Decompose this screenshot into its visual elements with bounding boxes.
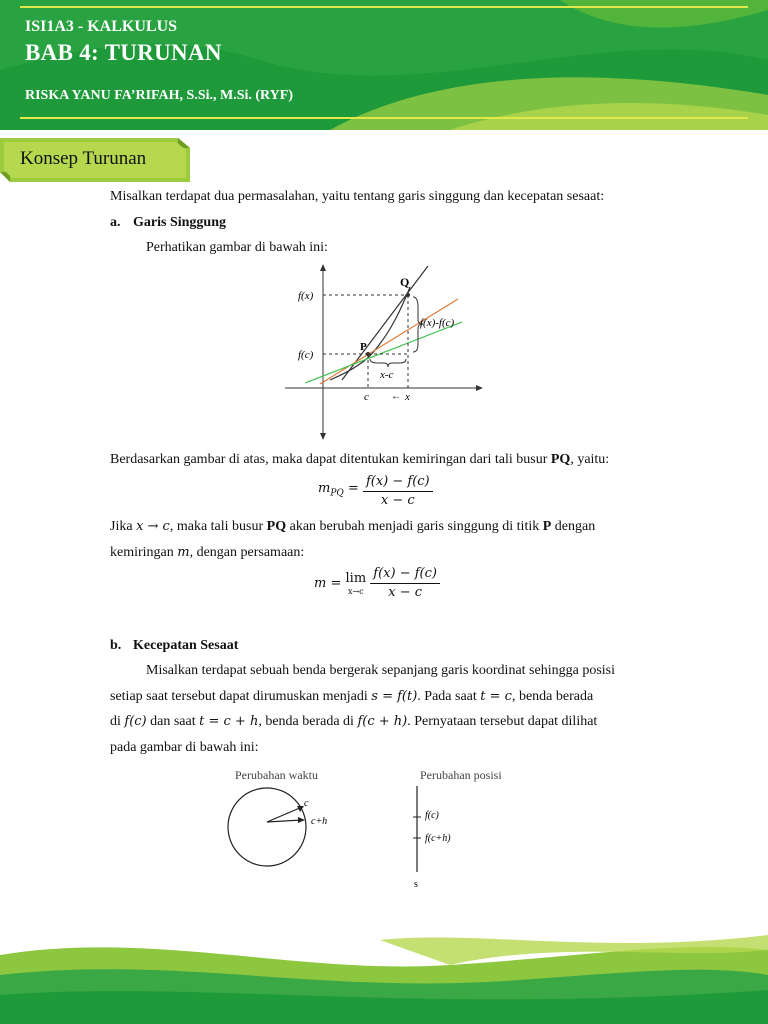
time-circle xyxy=(228,788,306,866)
formula2-lhs: m = xyxy=(314,575,342,591)
ls2-math: m xyxy=(177,545,190,560)
position-change-title: Perubahan posisi xyxy=(420,768,502,782)
ls2b: , dengan persamaan: xyxy=(189,545,305,560)
b3b: dan saat xyxy=(146,714,200,729)
limit-sentence-line2 xyxy=(110,543,304,563)
label-time-ch: c+h xyxy=(311,816,328,827)
label-pos-s: s xyxy=(414,879,418,890)
label-p: P xyxy=(360,341,367,353)
b3c: , benda berada di xyxy=(258,714,358,729)
label-diff-y: f(x)-f(c) xyxy=(420,317,455,329)
ls1c: PQ xyxy=(266,519,287,534)
label-pos-fc: f(c) xyxy=(425,810,439,821)
formula1-sub: PQ xyxy=(330,488,344,499)
time-change-title: Perubahan waktu xyxy=(235,768,318,782)
formula1-denominator: x − c xyxy=(380,493,415,508)
course-title: ISI1A3 - KALKULUS xyxy=(25,18,178,35)
label-time-c: c xyxy=(304,798,309,809)
b2-math1: s = f(t) xyxy=(371,689,418,704)
function-curve xyxy=(330,287,410,380)
part-a-instruction: Perhatikan gambar di bawah ini: xyxy=(146,240,328,255)
part-a-label: a. xyxy=(110,215,121,230)
ls1d: akan berubah menjadi garis singgung di titik xyxy=(286,519,543,534)
intro-paragraph: Misalkan terdapat dua permasalahan, yaitu tentang garis singgung dan kecepatan sesaat: xyxy=(110,189,605,204)
b3d: . Pernyataan tersebut dapat dilihat xyxy=(407,714,598,729)
label-fx: f(x) xyxy=(298,290,314,302)
ls2a: kemiringan xyxy=(110,545,178,560)
formula2-lim: lim xyxy=(345,571,367,586)
part-b-label: b. xyxy=(110,638,122,653)
label-pos-fch: f(c+h) xyxy=(425,833,451,844)
label-fc: f(c) xyxy=(298,349,314,361)
part-b-line4: pada gambar di bawah ini: xyxy=(110,740,259,755)
part-b-line2 xyxy=(110,687,593,707)
b2c: , benda berada xyxy=(511,689,594,704)
limit-sentence-line1 xyxy=(110,517,595,537)
slope-sentence-end: , yaitu: xyxy=(570,452,610,467)
b2a: setiap saat tersebut dapat dirumuskan menjadi xyxy=(110,689,372,704)
label-x: x xyxy=(405,391,410,403)
b2b: . Pada saat xyxy=(417,689,481,704)
ls1e: P xyxy=(542,519,552,534)
b3a: di xyxy=(110,714,125,729)
formula1-lhs: m xyxy=(318,481,331,497)
point-q xyxy=(406,293,410,297)
part-b-title: Kecepatan Sesaat xyxy=(133,638,239,653)
formula2-denominator: x − c xyxy=(388,585,423,600)
slope-sentence xyxy=(110,450,609,470)
b3-math3: f(c + h) xyxy=(357,714,408,729)
part-b-line1: Misalkan terdapat sebuah benda bergerak sepanjang garis koordinat sehingga posisi xyxy=(146,663,615,678)
section-title: Konsep Turunan xyxy=(20,148,147,169)
label-diff-x: x-c xyxy=(380,369,394,381)
formula2-numerator: f(x) − f(c) xyxy=(370,566,440,584)
b3-math1: f(c) xyxy=(124,714,147,729)
ls1f: dengan xyxy=(551,519,596,534)
ls1b: , maka tali busur xyxy=(169,519,267,534)
slope-sentence-text: Berdasarkan gambar di atas, maka dapat ditentukan kemiringan dari tali busur xyxy=(110,452,551,467)
b2-math2: t = c xyxy=(480,689,512,704)
label-arrow: ← xyxy=(391,391,401,402)
footer-banner xyxy=(0,935,768,1024)
velocity-figure xyxy=(220,762,550,894)
formula2-limsub: x→c xyxy=(347,587,364,596)
formula-limit xyxy=(314,566,440,601)
chapter-title: BAB 4: TURUNAN xyxy=(25,40,222,65)
label-q: Q xyxy=(400,275,410,289)
formula-slope-pq: $m_{PQ}$ = $\frac{f(x) - f(c)}{x - c}$ xyxy=(318,474,433,509)
author-line: RISKA YANU FA’RIFAH, S.Si., M.Si. (RYF) xyxy=(25,88,293,103)
secant-tangent-figure xyxy=(280,262,490,442)
ls1-math: x → c xyxy=(136,519,170,534)
ls1a: Jika xyxy=(110,519,137,534)
label-c: c xyxy=(364,391,369,403)
formula1-numerator: f(x) − f(c) xyxy=(363,474,433,492)
slope-sentence-pq: PQ xyxy=(550,452,571,467)
b3-math2: t = c + h xyxy=(199,714,259,729)
part-b-line3 xyxy=(110,712,597,732)
part-a-title: Garis Singgung xyxy=(133,215,226,230)
